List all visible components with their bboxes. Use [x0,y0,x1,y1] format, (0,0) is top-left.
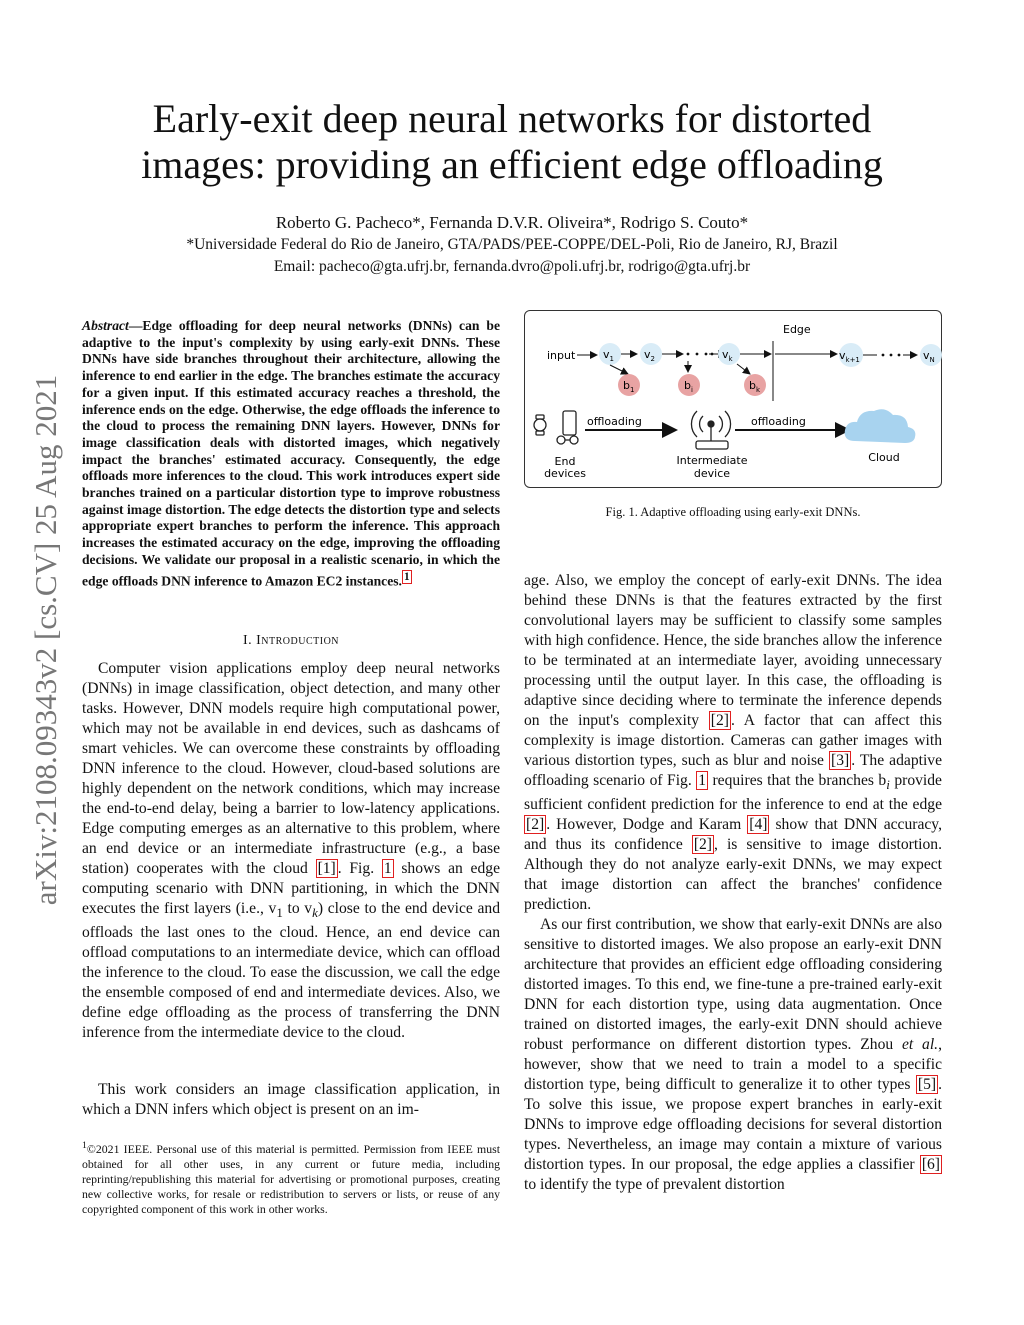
citation-link[interactable]: [4] [749,816,768,834]
figure-1-caption: Fig. 1. Adaptive offloading using early-exit DNNs. [605,505,861,519]
intro-paragraph-1: Computer vision applications employ deep neural networks (DNNs) in image classification, object detection, and many other tasks. However, DNN models require high computational power, which may not be available in end devices, such as dashcams of smart vehicles. We can overcome these constraints by offloading DNN inference to the cloud. However, cloud-based solutions are highly dependent on the network conditions, which may increase the end-to-end delay, being a barrier to low-latency applications. Edge computing emerges as an alternative to this problem, where an end device or an intermediate infrastructure (e.g., a base station) cooperates with the cloud [1] . Fig. 1 shows an edge computing scenario with DNN partitioning, in which the DNN executes the first layers (i.e., $v_1$ to $v_k$) close to the end device and offloads the last ones to the cloud. Hence, an end device can offload computations to an intermediate device, which can offload the inference to the cloud. To ease the discussion, we call the edge the ensemble composed of end and intermediate devices. Also, we define edge offloading as the process of transferring the DNN inference from the intermediate device to the cloud. [82,660,501,1042]
abstract-lead: Abstract [82,318,129,333]
node-vk1-label: $v_{k+1}$ [839,349,860,364]
abstract-text: —Edge offloading for deep neural networks (DNNs) can be adaptive to the input's complexity by using early-exit DNNs. These DNNs have side branches throughout their architecture, allowing the inference to end earlier in the edge. The branches estimate the accuracy for a given input. If this estimated accuracy reaches a threshold, the inference ends on the edge. Otherwise, the edge offloads the inference to the cloud to process the remaining DNN layers. However, DNNs for image classification deals with distorted images, which negatively impact the branches' estimated accuracy. Consequently, the edge offloads more inferences to the cloud. This work introduces expert side branches trained on a particular distortion type to improve robustness against image distortion. The edge detects the distortion type and selects appropriate expert branches to perform the inference. This approach increases the estimated accuracy on the edge, improving the offloading decisions. We validate our proposal in a realistic scenario, in which the edge offloads DNN inference to Amazon EC2 instances. [82,318,500,589]
authors: Roberto G. Pacheco*, Fernanda D.V.R. Oliveira*, Rodrigo S. Couto* [275,213,749,232]
intro-paragraph-2: This work considers an image classification application, in which a DNN infers which object is present on an im- [82,1081,500,1118]
figure-ref-link[interactable]: 1 [383,860,392,877]
title-line-2: images: providing an efficient edge offloading [141,142,883,187]
edge-label: Edge [783,323,811,336]
section-heading-introduction [82,633,500,649]
citation-link[interactable]: [3] [831,752,850,769]
affiliation: *Universidade Federal do Rio de Janeiro, GTA/PADS/PEE-COPPE/DEL-Poli, Rio de Janeiro, RJ, Brazil [186,236,838,253]
footnote-ref-link[interactable]: 1 [403,570,410,583]
cloud-icon [845,409,916,443]
router-icon [691,411,730,449]
end-devices-icon [534,411,578,444]
figure-ref-link[interactable]: 1 [698,772,706,789]
offloading-left-label: offloading [587,415,642,428]
branch-bk-label: $b_k$ [749,379,761,394]
figure-1-diagram [525,311,943,489]
node-v1-label: $v_1$ [603,348,614,363]
input-label: input [547,349,576,362]
section-number: I. [242,633,253,648]
citation-link[interactable]: [2] [526,816,545,834]
node-vn-label: $v_N$ [923,349,935,364]
intermediate-label-2: device [693,467,731,480]
intermediate-label-1: Intermediate [676,454,748,467]
offloading-right-label: offloading [751,415,806,428]
node-v2-label: $v_2$ [644,348,655,363]
citation-link[interactable]: [2] [710,712,729,729]
right-paragraph-2: As our first contribution, we show that early-exit DNNs are also sensitive to distorted images. We also propose an early-exit DNN architecture that provides an efficient edge offloading considering distorted images. To this end, we fine-tune a pre-trained early-exit DNN for each distortion type, using data augmentation. Once trained on distorted images, the early-exit DNN should achieve robust performance on different distortion types. Zhou et al., however, show that we need to train a model to a specific distortion type, being difficult to generalize it to other types [5] . To solve this issue, we propose expert branches in early-exit DNNs to improve edge offloading decisions for several distortion types. Nevertheless, an image may contain a mixture of various distortion types. In our proposal, the edge applies a classifier [6] to identify the type of prevalent distortion [524,916,942,1193]
footnote-text: ©2021 IEEE. Personal use of this material is permitted. Permission from IEEE must obtained for all other uses, in any current or future media, including reprinting/republishing this material for advertising or promotional purposes, creating new collective works, for resale or redistribution to servers or lists, or reuse of any copyrighted component of this work in other works. [82,1141,500,1216]
email: Email: pacheco@gta.ufrj.br, fernanda.dvro@poli.ufrj.br, rodrigo@gta.ufrj.br [273,258,751,275]
cloud-label: Cloud [868,451,900,464]
title-line-1: Early-exit deep neural networks for distorted [152,96,872,141]
end-devices-label-1: End [554,455,576,468]
arxiv-stamp: arXiv:2108.09343v2 [cs.CV] 25 Aug 2021 [28,374,63,906]
citation-link[interactable]: [6] [921,1156,940,1173]
paper-title [100,96,924,188]
citation-link[interactable]: [2] [693,836,712,854]
footnote-mark: 1 [82,1140,87,1151]
end-devices-label-2: devices [544,467,586,480]
figure-1 [524,310,942,488]
footnote [82,1138,500,1217]
branch-b1-label: $b_1$ [623,379,635,394]
abstract [82,318,500,590]
citation-link[interactable]: [1] [317,860,336,877]
branch-bi-label: $b_i$ [684,379,693,394]
right-paragraph-1: age. Also, we employ the concept of early-exit DNNs. The idea behind these DNNs is that the features extracted by the first convolutional layers may be sufficient to classify some samples with high confidence. Hence, the side branches allow the inference to be terminated at an intermediate layer, avoiding unnecessary processing until the output layer. In this case, the offloading is adaptive since deciding where to terminate the inference depends on the input's complexity [2] . A factor that can affect this complexity is image distortion. Cameras can gather images with various distortion types, such as blur and noise [3] . The adaptive offloading scenario of Fig. 1 requires that the branches $b_i$ provide sufficient confident prediction for the inference to end at the edge [2] . However, Dodge and Karam [4] show that DNN accuracy, and thus its confidence [2] , is sensitive to image distortion. Although they do not analyze early-exit DNNs, we may expect that image distortion can affect the branches' confidence prediction. [524,572,942,914]
node-vk-label: $v_k$ [722,348,733,363]
citation-link[interactable]: [5] [917,1076,937,1093]
section-title: Introduction [256,633,340,648]
